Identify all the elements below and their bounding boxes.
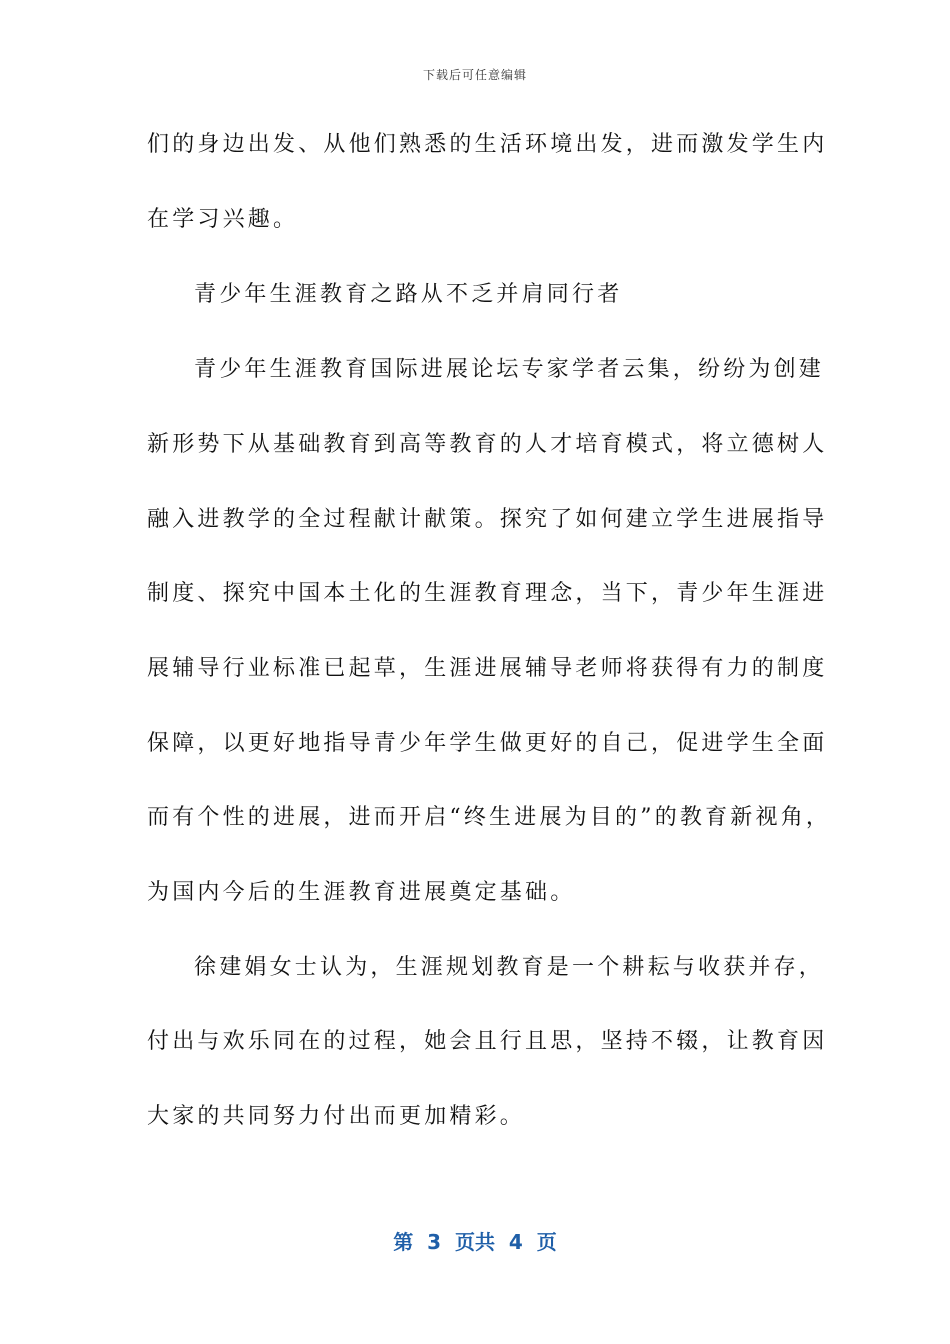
body-line: 新形势下从基础教育到高等教育的人才培育模式，将立德树人 [147, 432, 828, 457]
header-note: 下载后可任意编辑 [422, 68, 527, 82]
body-line: 付出与欢乐同在的过程，她会且行且思，坚持不辍，让教育因 [147, 1029, 828, 1054]
body-line: 展辅导行业标准已起草，生涯进展辅导老师将获得有力的制度 [147, 656, 828, 681]
body-line: 青少年生涯教育国际进展论坛专家学者云集，纷纷为创建 [194, 357, 825, 382]
body-line: 徐建娟女士认为，生涯规划教育是一个耕耘与收获并存， [194, 955, 825, 980]
body-line: 制度、探究中国本土化的生涯教育理念，当下，青少年生涯进 [147, 581, 828, 606]
body-line: 而有个性的进展，进而开启“终生进展为目的”的教育新视角， [147, 805, 832, 830]
body-line: 大家的共同努力付出而更加精彩。 [147, 1104, 526, 1129]
body-line: 在学习兴趣。 [147, 207, 299, 232]
page-number: 第 3 页共 4 页 [393, 1230, 557, 1254]
body-line: 们的身边出发、从他们熟悉的生活环境出发，进而激发学生内 [147, 132, 828, 157]
body-line: 为国内今后的生涯教育进展奠定基础。 [147, 880, 576, 905]
body-line: 融入进教学的全过程献计献策。探究了如何建立学生进展指导 [147, 507, 828, 532]
section-heading: 青少年生涯教育之路从不乏并肩同行者 [194, 282, 623, 307]
body-line: 保障，以更好地指导青少年学生做更好的自己，促进学生全面 [147, 731, 828, 756]
